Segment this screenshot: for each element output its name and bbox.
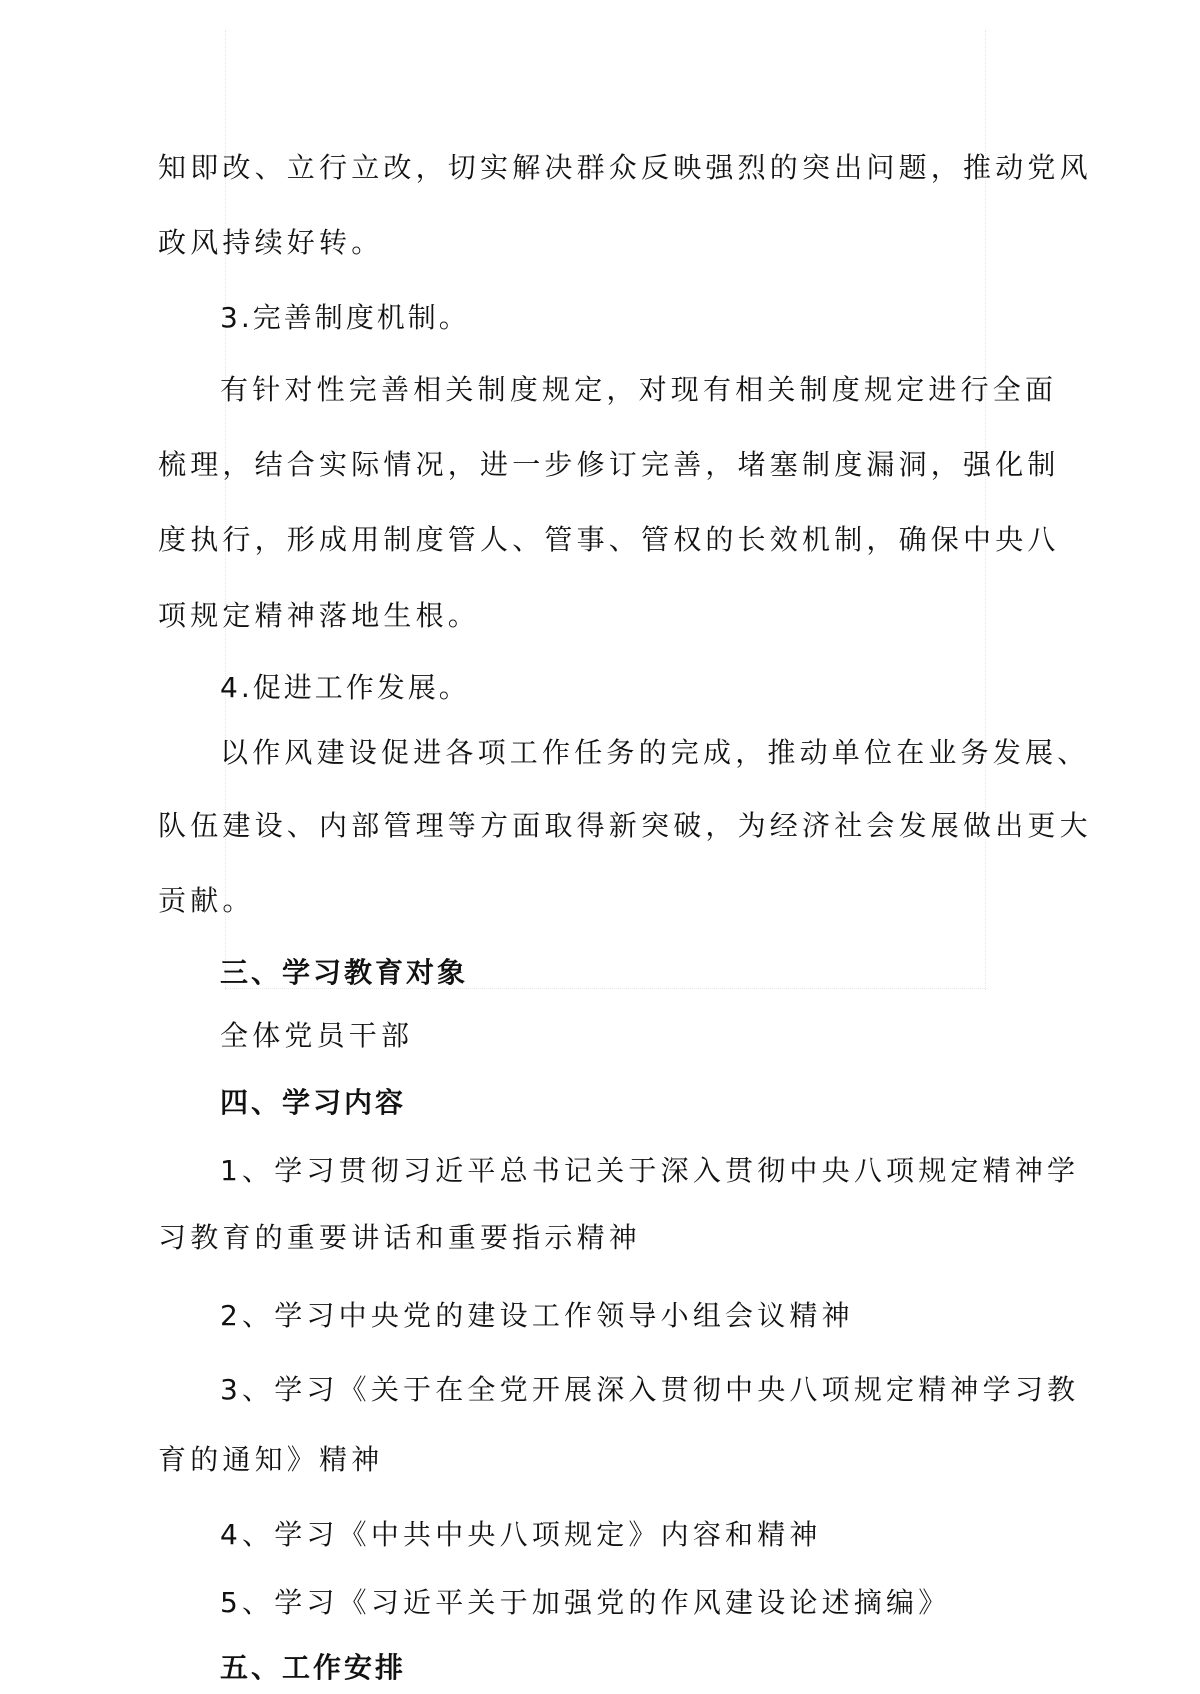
- paragraph-line: 梳理，结合实际情况，进一步修订完善，堵塞制度漏洞，强化制: [158, 448, 1060, 481]
- item-heading: 4.促进工作发展。: [220, 671, 470, 704]
- list-item-line: 3、学习《关于在全党开展深入贯彻中央八项规定精神学习教: [220, 1373, 1080, 1406]
- paragraph-line: 政风持续好转。: [158, 226, 384, 259]
- section-heading: 三、学习教育对象: [220, 956, 469, 989]
- list-item-line: 习教育的重要讲话和重要指示精神: [158, 1221, 642, 1254]
- list-item-line: 1、学习贯彻习近平总书记关于深入贯彻中央八项规定精神学: [220, 1154, 1080, 1187]
- section-heading: 四、学习内容: [220, 1086, 407, 1119]
- paragraph-line: 度执行，形成用制度管人、管事、管权的长效机制，确保中央八: [158, 523, 1060, 556]
- paragraph-line: 以作风建设促进各项工作任务的完成，推动单位在业务发展、: [220, 736, 1090, 769]
- list-item-line: 5、学习《习近平关于加强党的作风建设论述摘编》: [220, 1586, 951, 1619]
- paragraph-line: 有针对性完善相关制度规定，对现有相关制度规定进行全面: [220, 373, 1058, 406]
- paragraph-line: 项规定精神落地生根。: [158, 599, 481, 632]
- section-heading: 五、工作安排: [220, 1651, 407, 1684]
- list-item-line: 育的通知》精神: [158, 1443, 384, 1476]
- paragraph-line: 知即改、立行立改，切实解决群众反映强烈的突出问题，推动党风: [158, 151, 1092, 184]
- section-content: 全体党员干部: [220, 1019, 414, 1052]
- item-heading: 3.完善制度机制。: [220, 301, 470, 334]
- paragraph-line: 队伍建设、内部管理等方面取得新突破，为经济社会发展做出更大: [158, 809, 1092, 842]
- list-item-line: 4、学习《中共中央八项规定》内容和精神: [220, 1518, 822, 1551]
- list-item-line: 2、学习中央党的建设工作领导小组会议精神: [220, 1299, 854, 1332]
- paragraph-line: 贡献。: [158, 884, 255, 917]
